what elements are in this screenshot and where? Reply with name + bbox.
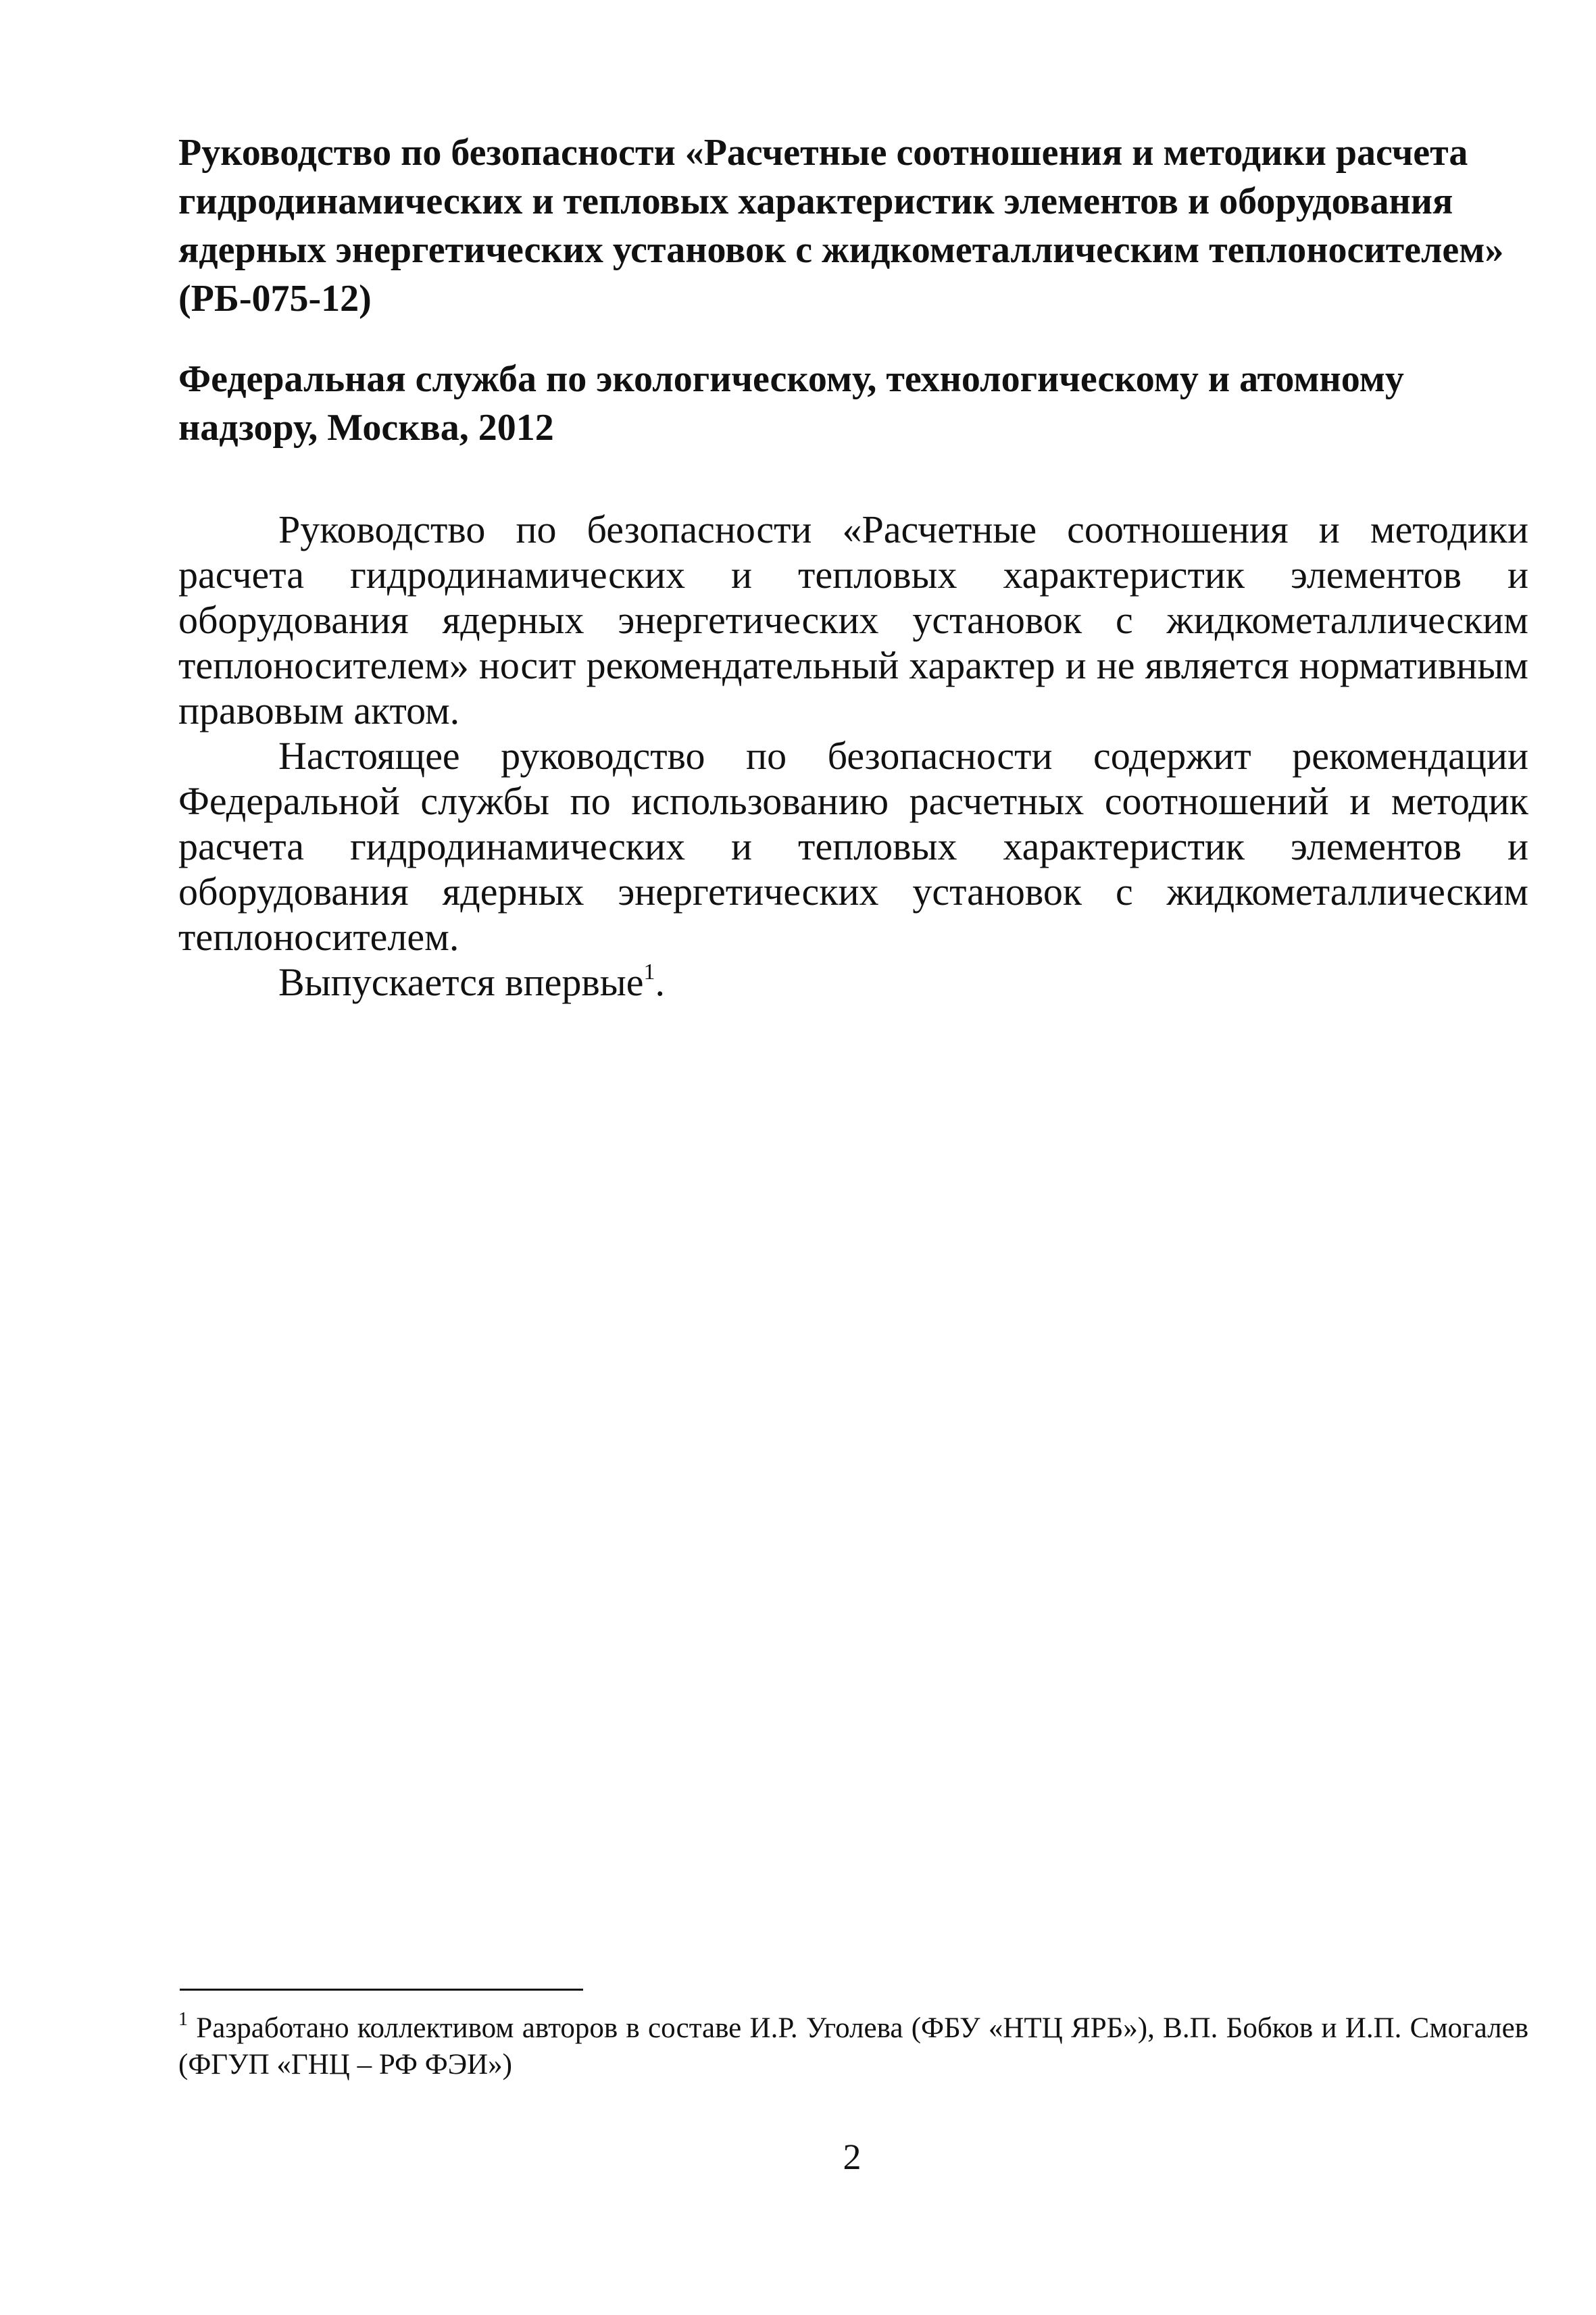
edition-period: . <box>655 960 665 1004</box>
edition-text: Выпускается впервые <box>278 960 644 1004</box>
footnote-text: Разработано коллективом авторов в составе И.Р. Уголева (ФБУ «НТЦ ЯРБ»), В.П. Бобков и И.П. Смогалев (ФГУП «ГНЦ – РФ ФЭИ») <box>178 2012 1529 2081</box>
publisher-line: Федеральная служба по экологическому, технологическому и атомному надзору, Москва, 2012 <box>178 358 1404 449</box>
document-title: Руководство по безопасности «Расчетные соотношения и методики расчета гидродинамических и тепловых характеристик элементов и оборудования ядерных энергетических установок с жидкометаллическим теплоносителем» (РБ-075-12) <box>178 132 1504 320</box>
body-text <box>178 507 1528 1005</box>
footnote-separator <box>180 1989 583 1991</box>
footnote <box>178 2010 1528 2083</box>
footnote-number: 1 <box>178 2009 188 2030</box>
footnote-reference: 1 <box>643 960 655 985</box>
page-number: 2 <box>843 2137 862 2177</box>
paragraph-edition <box>178 960 1528 1005</box>
paragraph-status: Руководство по безопасности «Расчетные соотношения и методики расчета гидродинамических и тепловых характеристик элементов и оборудования ядерных энергетических установок с жидкометаллическим теплоносителем» носит рекомендательный характер и не является нормативным правовым актом. <box>178 507 1528 732</box>
paragraph-content: Настоящее руководство по безопасности содержит рекомендации Федеральной службы по использованию расчетных соотношений и методик расчета гидродинамических и тепловых характеристик элементов и оборудования ядерных энергетических установок с жидкометаллическим теплоносителем. <box>178 734 1528 959</box>
